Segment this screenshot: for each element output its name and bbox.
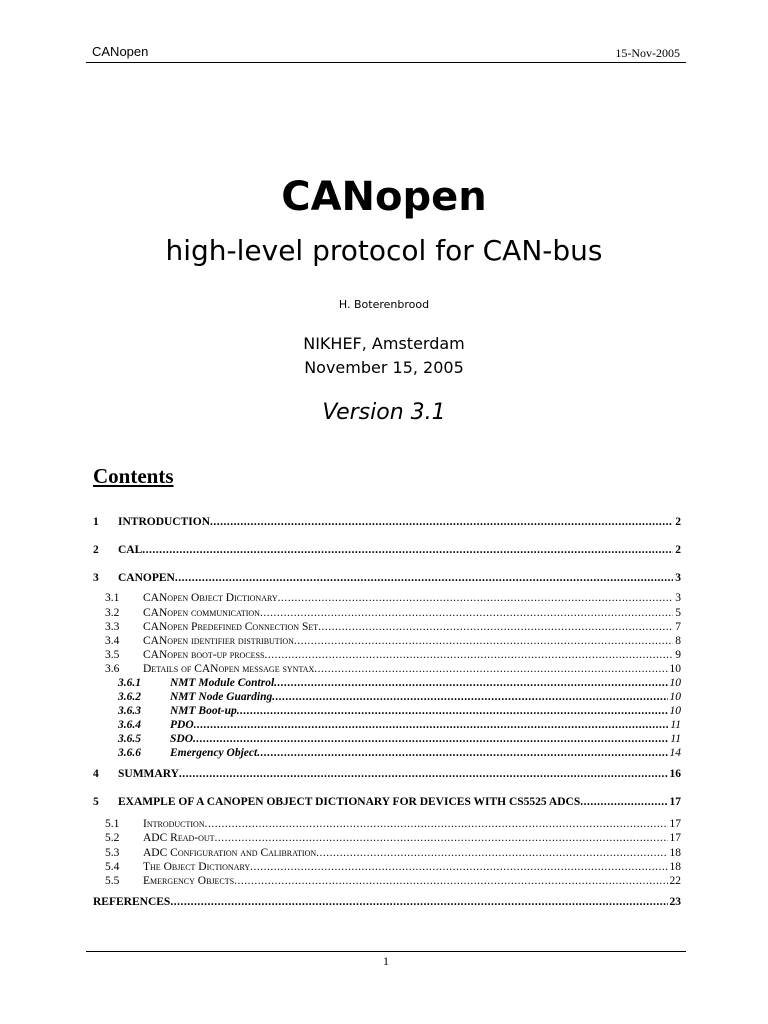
toc-entry-title: REFERENCES <box>93 896 171 908</box>
toc-entry-number: 4 <box>93 768 99 780</box>
toc-entry-number: 3 <box>93 572 99 584</box>
toc-entry-title: SDO <box>170 733 194 745</box>
document-title: CANopen <box>281 174 487 220</box>
toc-entry-page: 10 <box>669 663 681 675</box>
toc-entry-page: 10 <box>669 705 681 717</box>
toc-entry-title: Emergency Object <box>170 747 258 759</box>
toc-entry-page: 17 <box>669 832 681 844</box>
toc-entry-number: 5.2 <box>105 832 120 844</box>
toc-entry-title: EXAMPLE OF A CANOPEN OBJECT DICTIONARY FOR DEVICES WITH CS5525 ADCS <box>118 796 581 808</box>
toc-entry-number: 3.6.2 <box>118 691 141 703</box>
toc-entry-number: 3.3 <box>105 621 120 633</box>
toc-entry-title: CAL <box>118 544 143 556</box>
toc-entry-canopen[interactable] <box>93 572 681 584</box>
document-subtitle: high-level protocol for CAN-bus <box>165 234 603 267</box>
toc-entry-title: NMT Boot-up <box>170 705 237 717</box>
toc-entry-3-6-4[interactable] <box>93 719 681 731</box>
toc-entry-3-6-6[interactable] <box>93 747 681 759</box>
toc-entry-3-6-2[interactable] <box>93 691 681 703</box>
toc-entry-number: 1 <box>93 516 99 528</box>
toc-entry-page: 9 <box>675 649 681 661</box>
page-footer <box>86 951 686 969</box>
toc-entry-page: 17 <box>669 796 681 808</box>
header-title: CANopen <box>92 44 149 59</box>
toc-entry-3-3[interactable] <box>93 621 681 633</box>
toc-entry-title: CANopen communication <box>143 607 260 619</box>
toc-entry-summary[interactable] <box>93 768 681 780</box>
toc-entry-page: 17 <box>669 818 681 830</box>
toc-entry-3-6-3[interactable] <box>93 705 681 717</box>
toc-entry-page: 11 <box>670 719 681 731</box>
toc-entry-number: 3.6.4 <box>118 719 141 731</box>
toc-entry-title: CANopen Object Dictionary <box>143 592 278 604</box>
toc-entry-number: 3.6.5 <box>118 733 141 745</box>
toc-entry-introduction[interactable] <box>93 516 681 528</box>
toc-entry-3-6-1[interactable] <box>93 677 681 689</box>
toc-entry-page: 7 <box>675 621 681 633</box>
page-number: 1 <box>383 954 389 968</box>
toc-entry-page: 14 <box>669 747 681 759</box>
toc-entry-example[interactable] <box>93 796 681 808</box>
toc-entry-title: Details of CANopen message syntax <box>143 663 315 675</box>
toc-entry-number: 3.4 <box>105 635 120 647</box>
toc-entry-title: CANopen identifier distribution <box>143 635 294 647</box>
toc-entry-title: The Object Dictionary <box>143 861 251 873</box>
toc-entry-page: 18 <box>669 847 681 859</box>
toc-entry-page: 3 <box>675 572 681 584</box>
toc-entry-title: INTRODUCTION <box>118 516 211 528</box>
toc-entry-3-6[interactable] <box>93 663 681 675</box>
toc-entry-number: 5 <box>93 796 99 808</box>
toc-entry-5-2[interactable] <box>93 832 681 844</box>
toc-entry-number: 2 <box>93 544 99 556</box>
toc-entry-number: 3.6.6 <box>118 747 141 759</box>
toc-entry-page: 23 <box>669 896 681 908</box>
toc-entry-page: 18 <box>669 861 681 873</box>
toc-entry-number: 5.1 <box>105 818 120 830</box>
toc-entry-5-4[interactable] <box>93 861 681 873</box>
toc-entry-title: Emergency Objects <box>143 875 235 887</box>
toc-entry-title: SUMMARY <box>118 768 179 780</box>
toc-entry-references[interactable] <box>93 896 681 908</box>
toc-entry-cal[interactable] <box>93 544 681 556</box>
toc-entry-number: 5.3 <box>105 847 120 859</box>
toc-entry-title: PDO <box>170 719 194 731</box>
toc-entry-page: 11 <box>670 733 681 745</box>
toc-entry-number: 5.4 <box>105 861 120 873</box>
toc-entry-title: NMT Node Guarding <box>170 691 273 703</box>
toc-entry-page: 10 <box>669 677 681 689</box>
toc-entry-page: 8 <box>675 635 681 647</box>
toc-entry-number: 3.6 <box>105 663 120 675</box>
toc-entry-3-4[interactable] <box>93 635 681 647</box>
toc-entry-page: 5 <box>675 607 681 619</box>
page-header <box>86 44 686 63</box>
toc-entry-number: 3.6.1 <box>118 677 141 689</box>
toc-entry-5-5[interactable] <box>93 875 681 887</box>
toc-entry-page: 16 <box>669 768 681 780</box>
toc-entry-page: 22 <box>669 875 681 887</box>
toc-entry-title: ADC Read-out <box>143 832 215 844</box>
toc-entry-3-5[interactable] <box>93 649 681 661</box>
toc-entry-number: 5.5 <box>105 875 120 887</box>
toc-entry-number: 3.2 <box>105 607 120 619</box>
toc-entry-title: CANopen boot-up process <box>143 649 265 661</box>
toc-entry-number: 3.6.3 <box>118 705 141 717</box>
toc-entry-5-1[interactable] <box>93 818 681 830</box>
toc-entry-title: NMT Module Control <box>170 677 275 689</box>
document-date: November 15, 2005 <box>304 358 464 377</box>
toc-entry-page: 2 <box>675 544 681 556</box>
toc-entry-5-3[interactable] <box>93 847 681 859</box>
toc-entry-3-1[interactable] <box>93 592 681 604</box>
document-author: H. Boterenbrood <box>338 298 430 311</box>
toc-entry-page: 3 <box>675 592 681 604</box>
toc-entry-page: 2 <box>675 516 681 528</box>
toc-entry-number: 3.5 <box>105 649 120 661</box>
toc-entry-title: CANopen Predefined Connection Set <box>143 621 319 633</box>
toc-entry-title: Introduction <box>143 818 205 830</box>
toc-entry-number: 3.1 <box>105 592 120 604</box>
header-date: 15-Nov-2005 <box>615 46 680 60</box>
contents-heading: Contents <box>93 464 174 488</box>
toc-entry-title: CANOPEN <box>118 572 175 584</box>
document-organization: NIKHEF, Amsterdam <box>303 334 465 353</box>
toc-entry-3-2[interactable] <box>93 607 681 619</box>
toc-entry-title: ADC Configuration and Calibration <box>143 847 317 859</box>
toc-entry-3-6-5[interactable] <box>93 733 681 745</box>
document-version: Version 3.1 <box>322 400 446 425</box>
toc-entry-page: 10 <box>669 691 681 703</box>
